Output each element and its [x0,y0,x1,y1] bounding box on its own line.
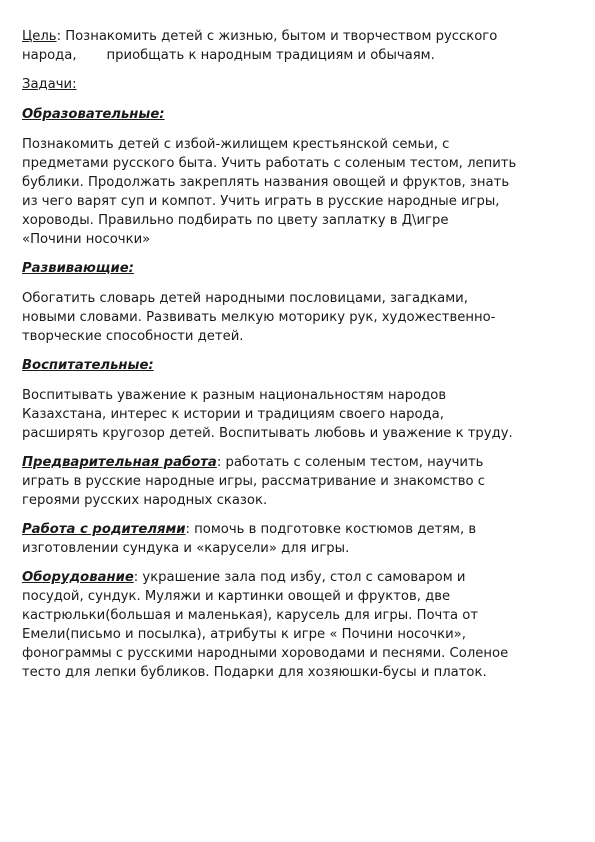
preliminary-paragraph [22,453,557,510]
preliminary-line: героями русских народных сказок. [22,493,268,508]
upbringing-line: Казахстана, интерес к истории и традициям своего народа, [22,407,444,422]
equipment-line: тесто для лепки бубликов. Подарки для хозяюшки-бусы и платок. [22,665,487,680]
equipment-line: кастрюльки(большая и маленькая), карусель для игры. Почта от [22,608,479,623]
equipment-line1-rest: : украшение зала под избу, стол с самоваром и [133,570,466,585]
upbringing-line: расширять кругозор детей. Воспитывать любовь и уважение к труду. [22,426,513,441]
educational-paragraph [22,135,557,249]
developmental-line: Обогатить словарь детей народными пословицами, загадками, [22,291,468,306]
upbringing-paragraph [22,386,557,443]
preliminary-label: Предварительная работа [22,455,217,470]
goal-text-line2a: народа, [22,48,77,63]
equipment-line: фонограммы с русскими народными хороводами и песнями. Соленое [22,646,509,661]
upbringing-heading: Воспитательные: [22,358,154,373]
document-page [22,27,557,692]
equipment-line: посудой, сундук. Муляжи и картинки овощей и фруктов, две [22,589,451,604]
preliminary-line: играть в русские народные игры, рассматривание и знакомство с [22,474,485,489]
educational-line: «Почини носочки» [22,232,151,247]
educational-line: Познакомить детей с избой-жилищем крестьянской семьи, с [22,137,450,152]
tasks-label: Задачи: [22,77,77,92]
educational-heading-paragraph [22,105,557,124]
parents-paragraph [22,520,557,558]
equipment-label: Оборудование [22,570,134,585]
parents-line: изготовлении сундука и «карусели» для игры. [22,541,350,556]
educational-line: хороводы. Правильно подбирать по цвету заплатку в Д\игре [22,213,449,228]
upbringing-line: Воспитывать уважение к разным национальностям народов [22,388,447,403]
tasks-paragraph [22,75,557,94]
developmental-line: творческие способности детей. [22,329,244,344]
developmental-paragraph [22,289,557,346]
parents-line1-rest: : помочь в подготовке костюмов детям, в [185,522,477,537]
equipment-line: Емели(письмо и посылка), атрибуты к игре « Почини носочки», [22,627,466,642]
goal-text-line2b: приобщать к народным традициям и обычаям. [106,48,435,63]
goal-label: Цель [22,29,57,44]
goal-text-line1: : Познакомить детей с жизнью, бытом и творчеством русского [56,29,498,44]
educational-line: предметами русского быта. Учить работать с соленым тестом, лепить [22,156,517,171]
developmental-heading-paragraph [22,259,557,278]
parents-label: Работа с родителями [22,522,186,537]
upbringing-heading-paragraph [22,356,557,375]
developmental-line: новыми словами. Развивать мелкую моторику рук, художественно- [22,310,496,325]
equipment-paragraph [22,568,557,682]
developmental-heading: Развивающие: [22,261,134,276]
educational-heading: Образовательные: [22,107,165,122]
educational-line: бублики. Продолжать закреплять названия овощей и фруктов, знать [22,175,510,190]
goal-paragraph [22,27,557,65]
preliminary-line1-rest: : работать с соленым тестом, научить [216,455,484,470]
educational-line: из чего варят суп и компот. Учить играть в русские народные игры, [22,194,500,209]
